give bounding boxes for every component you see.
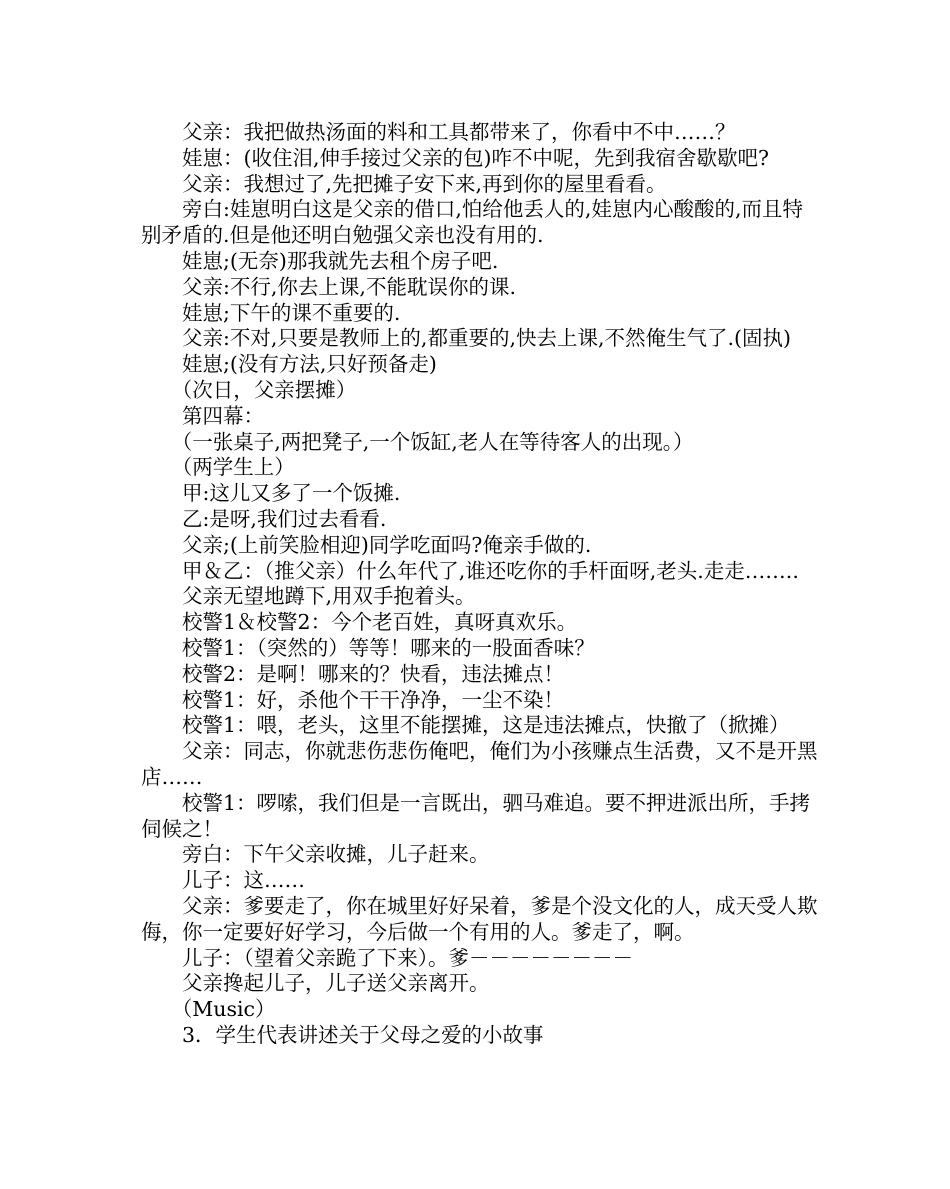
paragraph: 儿子：（望着父亲跪了下来）。爹－－－－－－－－ (182, 945, 633, 970)
paragraph: 父亲：同志，你就悲伤悲伤俺吧，俺们为小孩赚点生活费，又不是开黑店…… (141, 739, 818, 789)
stage-direction: （次日，父亲摆摊） (171, 377, 357, 402)
paragraph: 父亲搀起儿子，儿子送父亲离开。 (182, 971, 490, 996)
paragraph: 父亲无望地蹲下,用双手抱着头。 (182, 584, 476, 609)
paragraph: 校警2：是啊！哪来的？快看，违法摊点！ (182, 661, 565, 686)
paragraph: 甲:这儿又多了一个饭摊. (182, 481, 401, 506)
paragraph: 旁白：下午父亲收摊，儿子赶来。 (182, 842, 490, 867)
paragraph: 甲＆乙：（推父亲）什么年代了,谁还吃你的手杆面呀,老头.走走…….. (182, 558, 799, 583)
paragraph: 乙:是呀,我们过去看看. (182, 506, 387, 531)
stage-direction: （两学生上） (171, 455, 295, 480)
document-body (141, 120, 821, 1049)
paragraph: 校警1：（突然的）等等！哪来的一股面香味？ (182, 635, 595, 660)
paragraph: 父亲;(上前笑脸相迎)同学吃面吗?俺亲手做的. (182, 532, 592, 557)
paragraph: 父亲:不对,只要是教师上的,都重要的,快去上课,不然俺生气了.(固执) (182, 326, 791, 351)
paragraph: 父亲：我把做热汤面的料和工具都带来了，你看中不中……？ (182, 120, 736, 144)
paragraph: 娃崽;(没有方法,只好预备走) (182, 352, 437, 377)
paragraph: 娃崽：(收住泪,伸手接过父亲的包)咋不中呢，先到我宿舍歇歇吧? (182, 145, 770, 170)
section-heading: 3．学生代表讲述关于父母之爱的小故事 (182, 1022, 544, 1047)
paragraph: 儿子：这…… (182, 868, 305, 893)
paragraph: 娃崽;下午的课不重要的. (182, 300, 401, 325)
paragraph: 校警1：啰嗦，我们但是一言既出，驷马难追。要不押进派出所，手拷伺候之！ (141, 790, 811, 841)
paragraph: 父亲：我想过了,先把摊子安下来,再到你的屋里看看。 (182, 171, 667, 196)
stage-direction: （Music） (171, 997, 276, 1022)
paragraph: 校警1：好，杀他个干干净净，一尘不染！ (182, 687, 565, 712)
paragraph: 校警1＆校警2：今个老百姓，真呀真欢乐。 (182, 610, 578, 635)
paragraph: 校警1：喂，老头，这里不能摆摊，这是违法摊点，快撤了（掀摊） (182, 713, 790, 738)
paragraph: 娃崽;(无奈)那我就先去租个房子吧. (182, 248, 499, 273)
act-heading: 第四幕： (182, 403, 264, 428)
stage-direction: （一张桌子,两把凳子,一个饭缸,老人在等待客人的出现。） (171, 429, 694, 454)
paragraph: 父亲:不行,你去上课,不能耽误你的课. (182, 274, 516, 299)
paragraph: 旁白:娃崽明白这是父亲的借口,怕给他丢人的,娃崽内心酸酸的,而且特别矛盾的.但是他还明白勉强父亲也没有用的. (141, 197, 803, 248)
paragraph: 父亲：爹要走了，你在城里好好呆着，爹是个没文化的人，成天受人欺侮，你一定要好好学习，今后做一个有用的人。爹走了，啊。 (141, 893, 818, 944)
